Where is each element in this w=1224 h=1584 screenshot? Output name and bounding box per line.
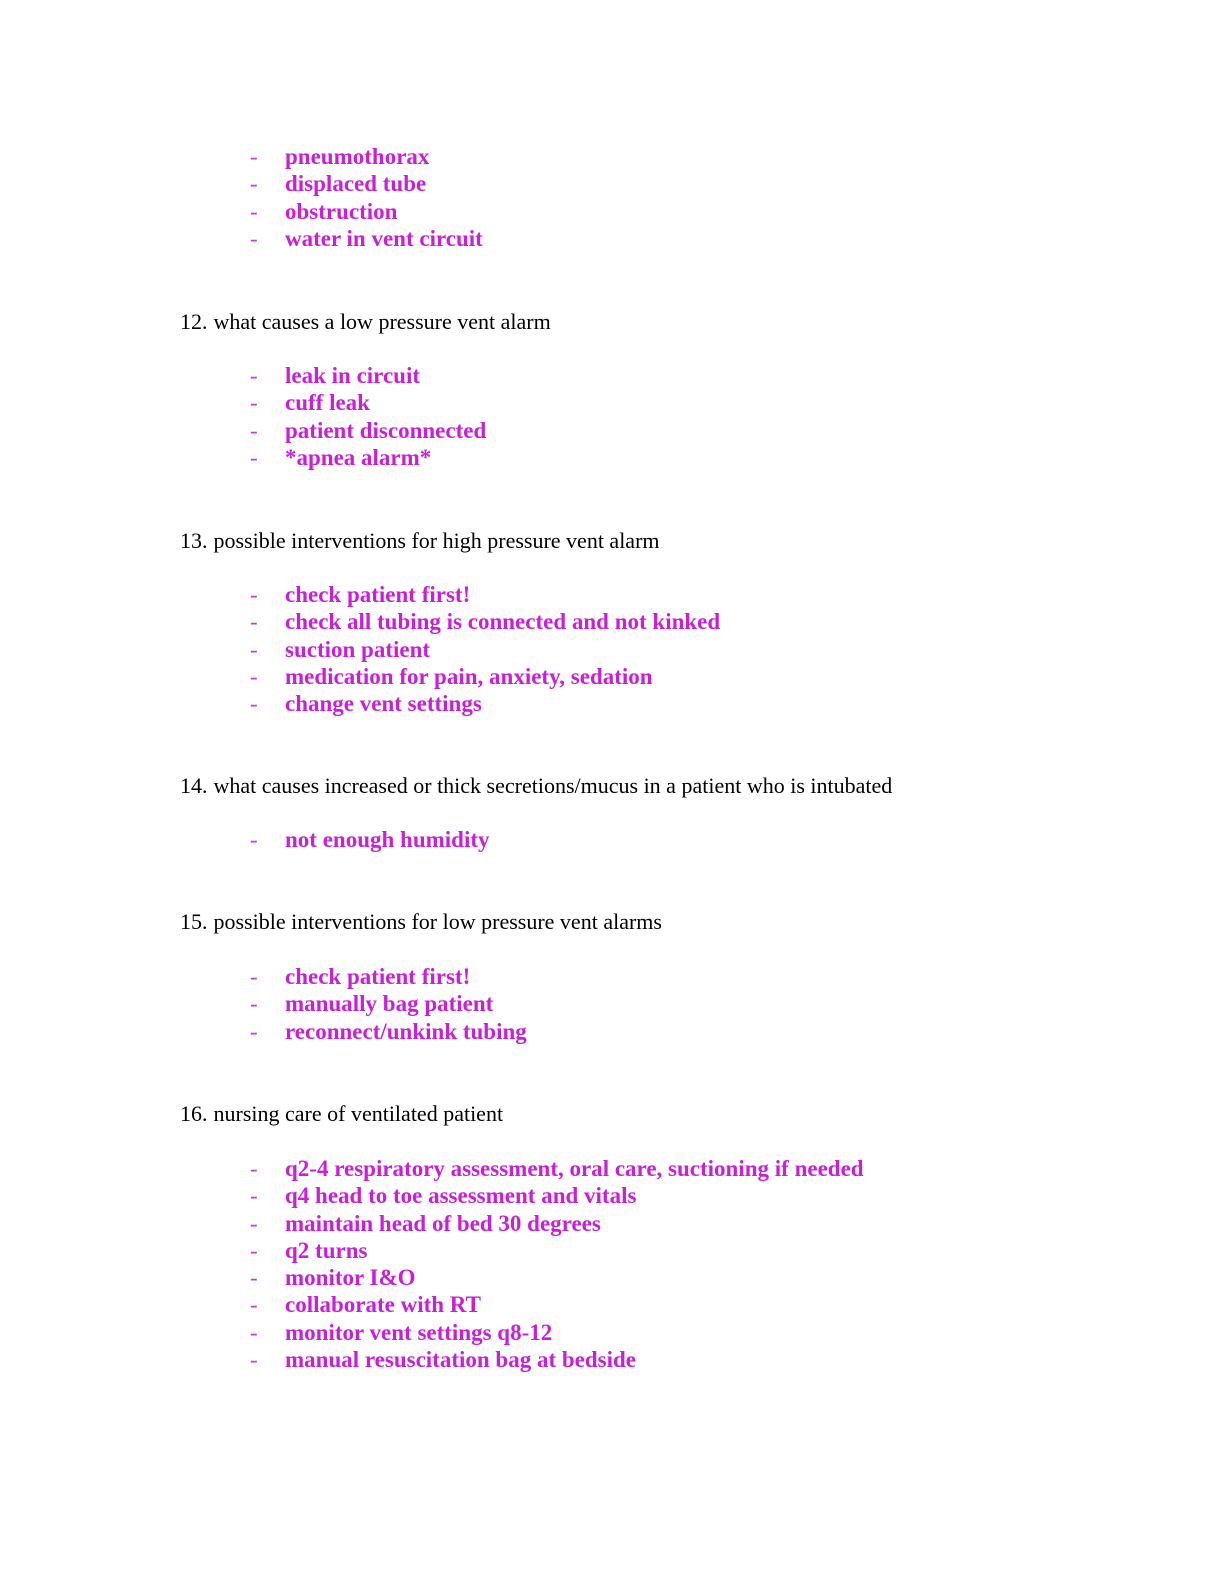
list-item <box>0 225 1224 252</box>
list-item <box>0 990 1224 1017</box>
bullet-dash: - <box>250 663 258 689</box>
list-item <box>0 1346 1224 1373</box>
list-item <box>0 362 1224 389</box>
answer-text: q2 turns <box>285 1237 368 1263</box>
list-item <box>0 1264 1224 1291</box>
list-item <box>0 826 1224 853</box>
question-number: 16. <box>180 1101 208 1126</box>
list-item <box>0 663 1224 690</box>
bullet-dash: - <box>250 609 258 635</box>
bullet-dash: - <box>250 363 258 388</box>
answer-text: monitor I&O <box>285 1265 416 1291</box>
bullet-dash: - <box>250 1018 258 1044</box>
answer-text: q2-4 respiratory assessment, oral care, suctioning if needed <box>285 1156 864 1181</box>
answer-text: check all tubing is connected and not kinked <box>285 609 721 635</box>
list-item <box>0 143 1224 170</box>
bullet-dash: - <box>250 171 258 197</box>
list-item <box>0 198 1224 225</box>
answer-text: medication for pain, anxiety, sedation <box>285 663 653 689</box>
bullet-dash: - <box>250 198 258 224</box>
question-text: possible interventions for high pressure vent alarm <box>213 528 660 553</box>
answer-list-15 <box>0 963 1224 1045</box>
bullet-dash: - <box>250 417 258 443</box>
bullet-dash: - <box>250 1347 258 1373</box>
list-item <box>0 581 1224 608</box>
bullet-dash: - <box>250 636 258 662</box>
answer-text: monitor vent settings q8-12 <box>285 1319 553 1345</box>
bullet-dash: - <box>250 827 258 852</box>
question-12 <box>180 308 551 335</box>
question-number: 14. <box>180 773 208 798</box>
question-text: nursing care of ventilated patient <box>213 1101 504 1126</box>
bullet-dash: - <box>250 1292 258 1318</box>
answer-text: leak in circuit <box>285 363 421 388</box>
answer-text: not enough humidity <box>285 827 490 852</box>
answer-list-12 <box>0 362 1224 471</box>
question-text: what causes a low pressure vent alarm <box>213 309 551 334</box>
answer-text: suction patient <box>285 636 431 662</box>
list-item <box>0 444 1224 471</box>
list-item <box>0 690 1224 717</box>
bullet-dash: - <box>250 1319 258 1345</box>
bullet-dash: - <box>250 991 258 1017</box>
list-item <box>0 1319 1224 1346</box>
answer-text: collaborate with RT <box>285 1292 481 1318</box>
bullet-dash: - <box>250 1183 258 1209</box>
bullet-dash: - <box>250 691 258 717</box>
list-item <box>0 389 1224 416</box>
bullet-dash: - <box>250 964 258 989</box>
list-item <box>0 170 1224 197</box>
answer-list-continued <box>0 143 1224 252</box>
answer-text: *apnea alarm* <box>285 444 432 470</box>
question-number: 15. <box>180 909 208 934</box>
list-item <box>0 608 1224 635</box>
list-item <box>0 1237 1224 1264</box>
answer-text: obstruction <box>285 198 398 224</box>
answer-text: pneumothorax <box>285 144 430 169</box>
bullet-dash: - <box>250 225 258 251</box>
bullet-dash: - <box>250 582 258 607</box>
list-item <box>0 1018 1224 1045</box>
question-15 <box>180 908 662 935</box>
question-16 <box>180 1100 503 1127</box>
bullet-dash: - <box>250 144 258 169</box>
answer-text: patient disconnected <box>285 417 487 443</box>
bullet-dash: - <box>250 1210 258 1236</box>
answer-text: water in vent circuit <box>285 225 483 251</box>
list-item <box>0 1182 1224 1209</box>
bullet-dash: - <box>250 444 258 470</box>
answer-list-16 <box>0 1155 1224 1373</box>
answer-text: cuff leak <box>285 390 370 416</box>
question-text: what causes increased or thick secretions/mucus in a patient who is intubated <box>213 773 893 798</box>
answer-text: displaced tube <box>285 171 427 197</box>
question-number: 13. <box>180 528 208 553</box>
answer-text: check patient first! <box>285 964 471 989</box>
question-number: 12. <box>180 309 208 334</box>
bullet-dash: - <box>250 1156 258 1181</box>
answer-list-13 <box>0 581 1224 717</box>
answer-text: check patient first! <box>285 582 471 607</box>
list-item <box>0 417 1224 444</box>
list-item <box>0 1291 1224 1318</box>
list-item <box>0 1210 1224 1237</box>
answer-text: maintain head of bed 30 degrees <box>285 1210 601 1236</box>
list-item <box>0 1155 1224 1182</box>
bullet-dash: - <box>250 390 258 416</box>
question-14 <box>180 772 892 799</box>
list-item <box>0 963 1224 990</box>
bullet-dash: - <box>250 1265 258 1291</box>
answer-text: manual resuscitation bag at bedside <box>285 1347 637 1373</box>
answer-text: reconnect/unkink tubing <box>285 1018 527 1044</box>
bullet-dash: - <box>250 1237 258 1263</box>
question-13 <box>180 527 660 554</box>
list-item <box>0 636 1224 663</box>
answer-text: q4 head to toe assessment and vitals <box>285 1183 637 1209</box>
answer-text: change vent settings <box>285 691 482 717</box>
answer-list-14 <box>0 826 1224 853</box>
question-text: possible interventions for low pressure vent alarms <box>213 909 662 934</box>
answer-text: manually bag patient <box>285 991 494 1017</box>
